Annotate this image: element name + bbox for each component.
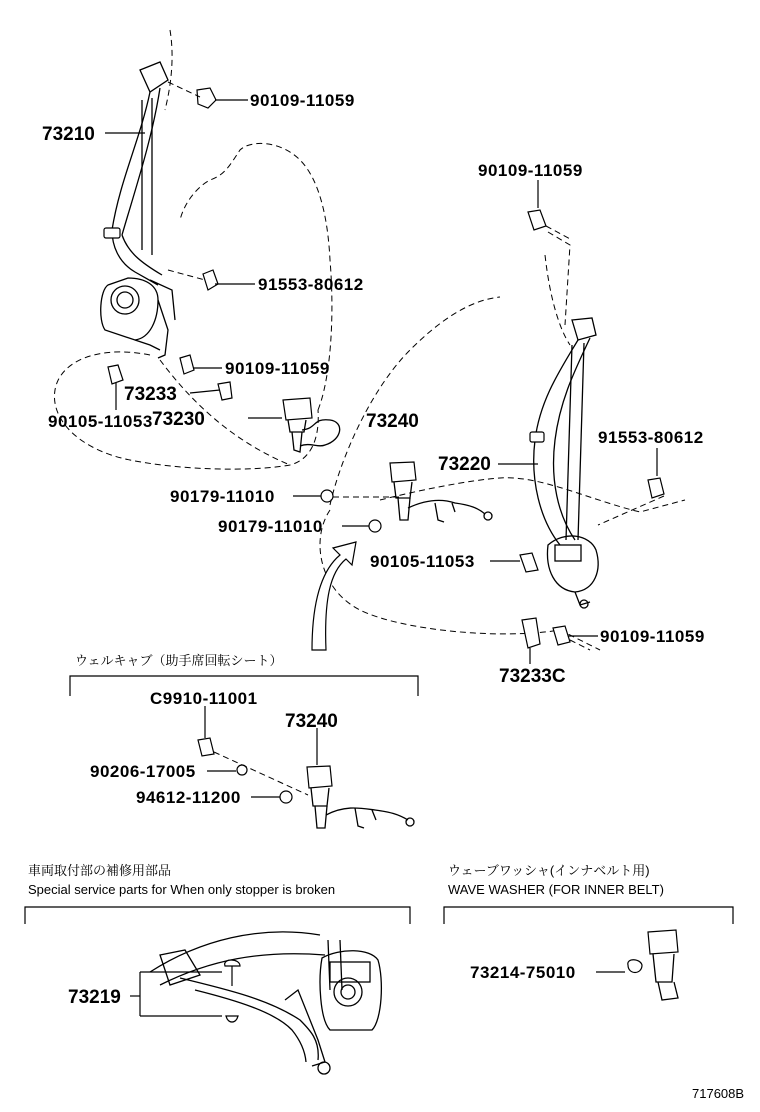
callout-90105-left: 90105-11053 xyxy=(48,412,153,431)
callout-73220: 73220 xyxy=(438,454,491,475)
callout-73219: 73219 xyxy=(68,987,121,1008)
service-bracket xyxy=(25,907,410,924)
left-leader-lines xyxy=(105,82,400,526)
callout-90179-upper: 90179-11010 xyxy=(170,487,275,506)
left-buckle-73230[interactable] xyxy=(283,398,340,452)
welcab-parts[interactable] xyxy=(198,738,414,828)
service-title-en: Special service parts for When only stopper is broken xyxy=(28,882,336,897)
washer-bracket xyxy=(444,907,733,924)
callout-90109-mid-left: 90109-11059 xyxy=(225,359,330,378)
callout-91553-right: 91553-80612 xyxy=(598,428,704,447)
callout-90105-right: 90105-11053 xyxy=(370,552,475,571)
right-seat-belt-assembly[interactable] xyxy=(530,318,598,608)
callout-73233: 73233 xyxy=(124,384,177,405)
callout-91553-left: 91553-80612 xyxy=(258,275,364,294)
callout-73214: 73214-75010 xyxy=(470,963,576,982)
left-bolts xyxy=(108,88,381,532)
callout-90179-lower: 90179-11010 xyxy=(218,517,323,536)
service-stopper-assembly[interactable] xyxy=(150,932,381,1074)
rotation-arrow xyxy=(312,542,356,650)
callout-73210: 73210 xyxy=(42,124,95,145)
callout-90206: 90206-17005 xyxy=(90,762,196,781)
callout-c9910: C9910-11001 xyxy=(150,689,258,708)
wave-washer-buckle[interactable] xyxy=(628,930,678,1000)
welcab-section-title: ウェルキャブ（助手席回転シート） xyxy=(75,653,283,668)
service-title-jp: 車両取付部の補修用部品 xyxy=(28,863,172,878)
callout-73240-welcab: 73240 xyxy=(285,711,338,732)
callout-73233c: 73233C xyxy=(499,666,566,687)
left-seat-belt-assembly[interactable] xyxy=(101,62,175,358)
callout-90109-right-top: 90109-11059 xyxy=(478,161,583,180)
callout-73240-right: 73240 xyxy=(366,411,419,432)
callout-90109-right-bottom: 90109-11059 xyxy=(600,627,705,646)
washer-title-jp: ウェーブワッシャ(インナベルト用) xyxy=(448,863,650,878)
callout-94612: 94612-11200 xyxy=(136,788,241,807)
washer-title-en: WAVE WASHER (FOR INNER BELT) xyxy=(448,882,664,897)
callout-73230: 73230 xyxy=(152,409,205,430)
diagram-code: 717608B xyxy=(692,1086,745,1101)
callout-90109-top-left: 90109-11059 xyxy=(250,91,355,110)
